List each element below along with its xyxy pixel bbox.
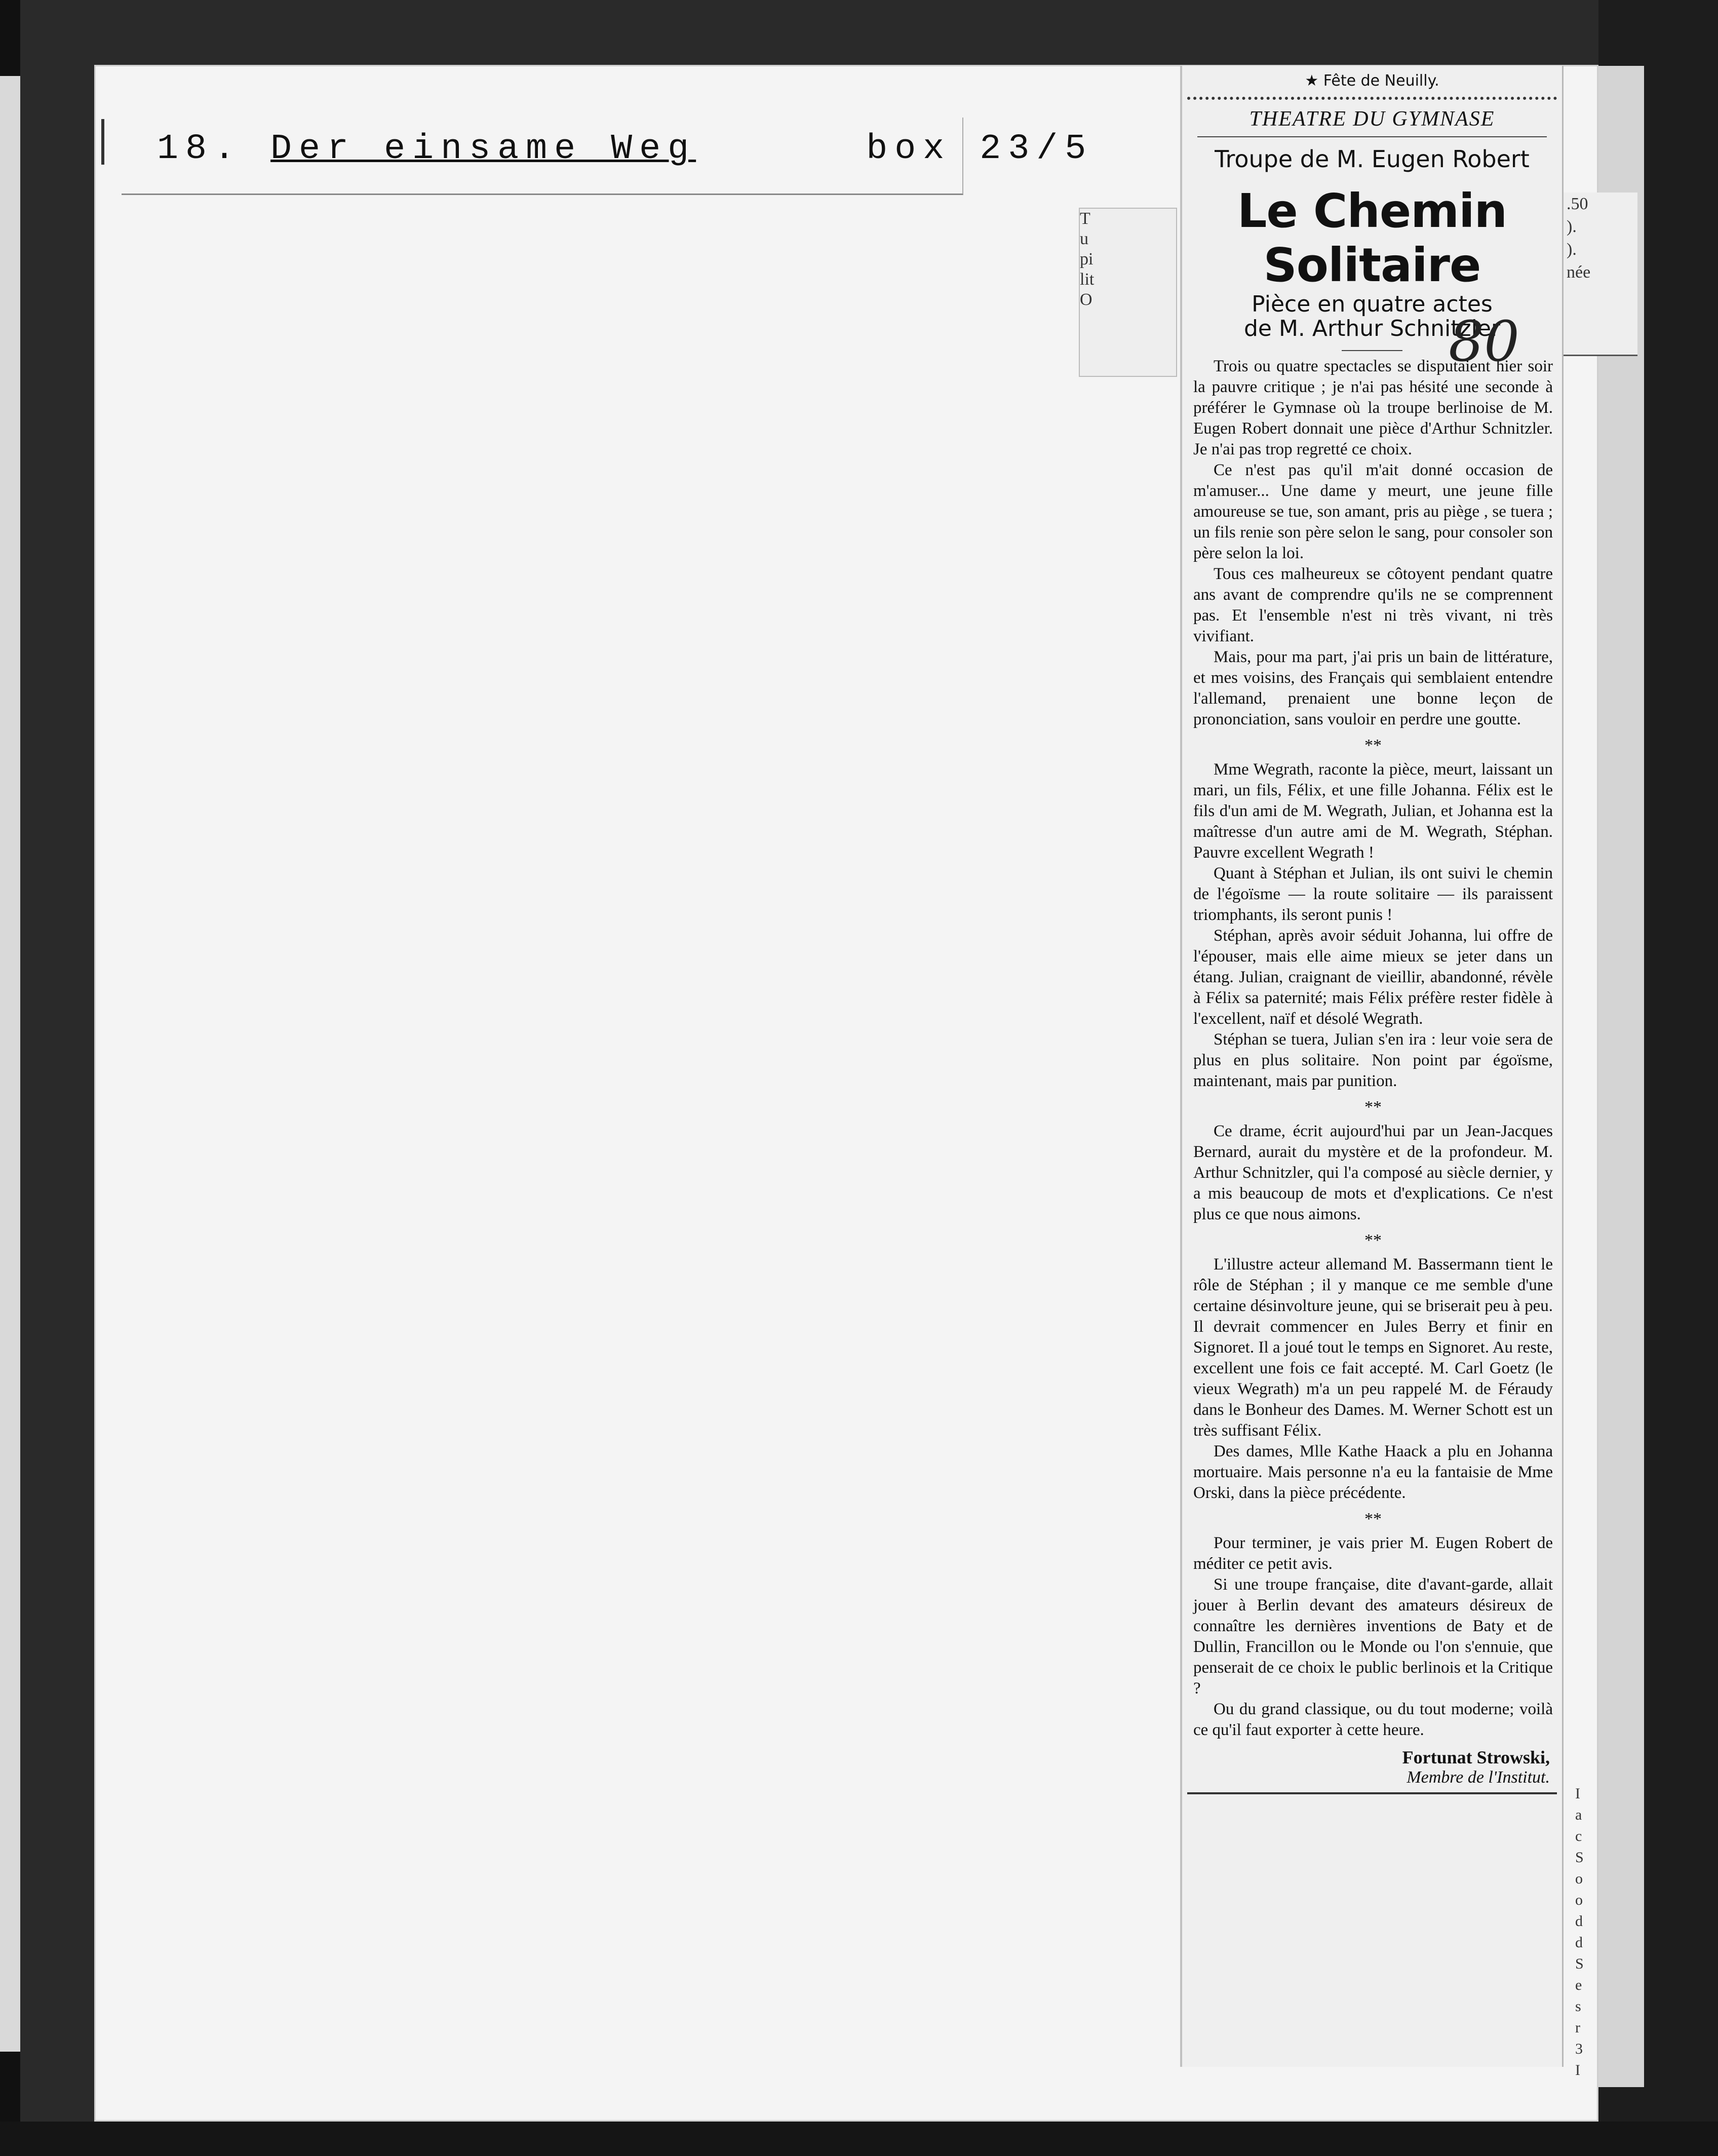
scan-bottom-edge bbox=[0, 2122, 1718, 2156]
fragment-line: s bbox=[1575, 1998, 1581, 2015]
clipping-top-note: ★ Fête de Neuilly. bbox=[1305, 72, 1439, 90]
article-paragraph: Mme Wegrath, raconte la pièce, meurt, laissant un mari, un fils, Félix, et une fille Johanna. Félix est le fils d'un ami de M. Wegrath, Julian, et Johanna est la maîtresse d'un autre ami de M. Wegrath, Stéphan. Pauvre excellent Wegrath ! bbox=[1193, 760, 1553, 862]
short-rule bbox=[1342, 350, 1402, 351]
article-paragraph: Ou du grand classique, ou du tout moderne; voilà ce qu'il faut exporter à cette heure. bbox=[1193, 1700, 1553, 1739]
article-paragraph: Quant à Stéphan et Julian, ils ont suivi le chemin de l'égoïsme — la route solitaire — ils paraissent triomphants, ils seront punis ! bbox=[1193, 864, 1553, 924]
fragment-line: o bbox=[1575, 1870, 1583, 1887]
dotted-divider bbox=[1187, 97, 1557, 100]
rule bbox=[1197, 136, 1547, 137]
adjacent-right-lower-lines bbox=[1575, 1783, 1595, 2081]
fragment-line: I bbox=[1575, 2062, 1580, 2078]
article-section-3 bbox=[1193, 1121, 1553, 1225]
adjacent-left-lines bbox=[1080, 209, 1176, 310]
fragment-line: 3 bbox=[1575, 2040, 1583, 2057]
fragment-line: pi bbox=[1080, 250, 1094, 268]
article-paragraph: Stéphan se tuera, Julian s'en ira : leur voie sera de plus en plus solitaire. Non point par égoïsme, maintenant, mais par punition. bbox=[1193, 1030, 1553, 1090]
article-paragraph: Pour terminer, je vais prier M. Eugen Robert de méditer ce petit avis. bbox=[1193, 1534, 1553, 1573]
fragment-line: née bbox=[1567, 263, 1591, 282]
article-body bbox=[1182, 356, 1562, 1741]
article-paragraph: Mais, pour ma part, j'ai pris un bain de littérature, et mes voisins, des Français qui semblaient entendre l'allemand, prenaient une bonne leçon de prononciation, sans vouloir en perdre une goutte. bbox=[1193, 648, 1553, 728]
troupe-line: Troupe de M. Eugen Robert bbox=[1215, 145, 1530, 173]
article-paragraph: Stéphan, après avoir séduit Johanna, lui offre de l'épouser, mais elle aime mieux se jeter dans un étang. Julian, craignant de vieillir, abandonné, révèle à Félix sa paternité; mais Félix préfère rester fidèle à l'excellent, naïf et désolé Wegrath. bbox=[1193, 927, 1553, 1028]
fragment-line: ). bbox=[1567, 217, 1577, 236]
section-separator: ** bbox=[1364, 736, 1382, 755]
fragment-line: e bbox=[1575, 1977, 1582, 1993]
fragment-line: u bbox=[1080, 229, 1088, 248]
handwritten-number: 80 bbox=[1449, 309, 1519, 374]
fragment-line: o bbox=[1575, 1892, 1583, 1908]
label-title: Der einsame Weg bbox=[270, 129, 696, 169]
fragment-line: lit bbox=[1080, 270, 1095, 289]
article-subline-2: de M. Arthur Schnitzler bbox=[1243, 316, 1501, 341]
archive-label bbox=[157, 129, 1093, 169]
bottom-rule bbox=[1187, 1792, 1557, 1794]
article-paragraph: Ce n'est pas qu'il m'ait donné occasion de m'amuser... Une dame y meurt, une jeune fille amoureuse se tue, son amant, pris au piège , se tuera ; un fils renie son père selon le sang, pour consoler son père selon la loi. bbox=[1193, 461, 1553, 562]
article-paragraph: Si une troupe française, dite d'avant-garde, allait jouer à Berlin devant des amateurs désireux de connaître les dernières inventions de Baty et de Dullin, Francillon ou le Monde ou l'on s'ennuie, que penserait de ce choix le public berlinois et la Critique ? bbox=[1193, 1575, 1553, 1698]
fragment-line: r bbox=[1575, 2019, 1580, 2036]
fragment-line: c bbox=[1575, 1828, 1582, 1844]
fragment-line: S bbox=[1575, 1955, 1584, 1972]
article-section-1 bbox=[1193, 356, 1553, 730]
adjacent-page-edge bbox=[0, 76, 20, 2052]
fragment-line: a bbox=[1575, 1806, 1582, 1823]
fragment-line: d bbox=[1575, 1934, 1583, 1951]
adjacent-page-edge-right bbox=[1598, 66, 1644, 2087]
label-number: 18. bbox=[157, 129, 243, 169]
article-subline-1: Pièce en quatre actes bbox=[1252, 291, 1493, 317]
fragment-line: S bbox=[1575, 1849, 1584, 1866]
fragment-line: d bbox=[1575, 1913, 1583, 1930]
fragment-line: .50 bbox=[1567, 195, 1588, 213]
section-separator: ** bbox=[1364, 1098, 1382, 1116]
adjacent-clipping-left bbox=[1079, 208, 1177, 377]
fragment-line: ). bbox=[1567, 240, 1577, 259]
article-paragraph: Des dames, Mlle Kathe Haack a plu en Johanna mortuaire. Mais personne n'a eu la fantaisie de Mme Orski, dans la pièce précédente. bbox=[1193, 1442, 1553, 1502]
fragment-line: T bbox=[1080, 209, 1090, 228]
article-headline: Le Chemin Solitaire bbox=[1237, 184, 1507, 292]
section-separator: ** bbox=[1364, 1510, 1382, 1528]
author-signature: Fortunat Strowski, bbox=[1402, 1747, 1550, 1767]
fragment-line: I bbox=[1575, 1785, 1580, 1802]
article-section-5 bbox=[1193, 1533, 1553, 1741]
theatre-name: THEATRE DU GYMNASE bbox=[1249, 107, 1495, 131]
adjacent-clipping-right-lower bbox=[1575, 1783, 1595, 2078]
article-paragraph: Trois ou quatre spectacles se disputaient hier soir la pauvre critique ; je n'ai pas hésité une seconde à préférer le Gymnase où la troupe berlinoise de M. Eugen Robert donnait une pièce d'Arthur Schnitzler. Je n'ai pas trop regretté ce choix. bbox=[1193, 357, 1553, 458]
author-title: Membre de l'Institut. bbox=[1407, 1768, 1550, 1787]
article-section-4 bbox=[1193, 1254, 1553, 1504]
margin-mark bbox=[101, 119, 104, 165]
article-paragraph: Tous ces malheureux se côtoyent pendant quatre ans avant de comprendre qu'ils ne se comprennent pas. Et l'ensemble n'est ni très vivant, ni très vivifiant. bbox=[1193, 565, 1553, 645]
section-separator: ** bbox=[1364, 1231, 1382, 1250]
article-paragraph: Ce drame, écrit aujourd'hui par un Jean-Jacques Bernard, aurait du mystère et de la profondeur. M. Arthur Schnitzler, qui l'a composé au siècle dernier, y a mis beaucoup de mots et d'explications. Ce n'est plus ce que nous aimons. bbox=[1193, 1122, 1553, 1223]
adjacent-clipping-right bbox=[1563, 192, 1637, 356]
fragment-line: O bbox=[1080, 290, 1092, 309]
article-section-2 bbox=[1193, 759, 1553, 1092]
label-box: box 23/5 bbox=[866, 129, 1094, 169]
adjacent-right-lines bbox=[1567, 192, 1637, 284]
article-paragraph: L'illustre acteur allemand M. Bassermann tient le rôle de Stéphan ; il y manque ce me semble d'une certaine désinvolture jeune, qui se briserait peu à peu. Il devrait commencer en Jules Berry et finir en Signoret. Il a joué tout le temps en Signoret. Au reste, excellent une fois ce fait accepté. M. Carl Goetz (le vieux Wegrath) m'a un peu rappelé M. de Féraudy dans le Bonheur des Dames. M. Werner Schott est un très suffisant Félix. bbox=[1193, 1255, 1553, 1440]
